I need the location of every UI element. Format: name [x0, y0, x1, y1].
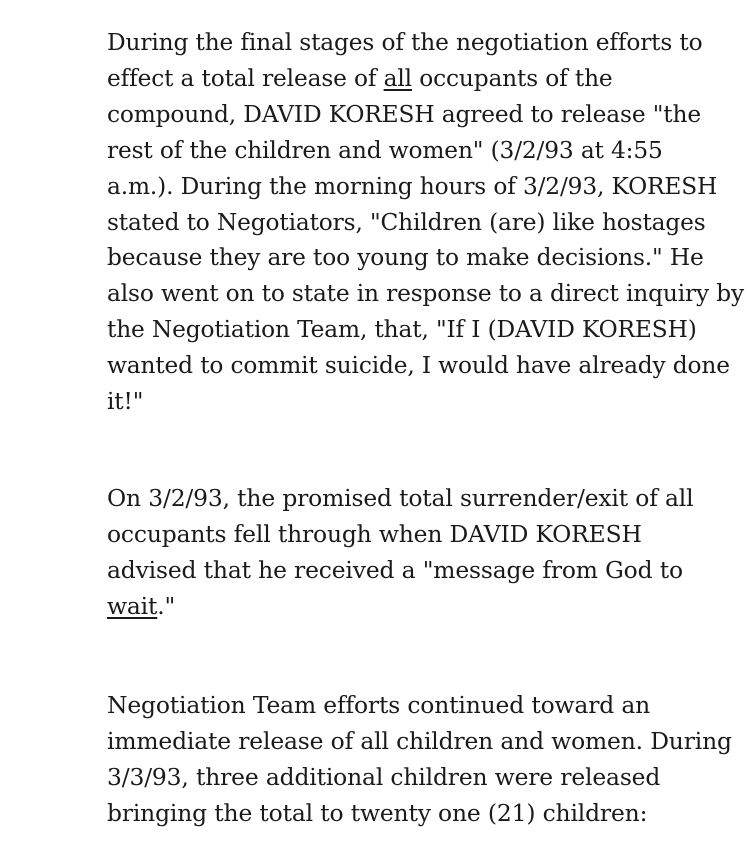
paragraph-children-released: [107, 688, 732, 832]
text-line: also went on to state in response to a direct inquiry by: [107, 279, 745, 308]
text-line: advised that he received a "message from God to: [107, 555, 683, 584]
text-line: 3/3/93, three additional children were released: [107, 762, 661, 791]
text-line: On 3/2/93, the promised total surrender/exit of all: [107, 484, 694, 512]
text-line: immediate release of all children and women. During: [107, 726, 732, 755]
text-line: During the final stages of the negotiation efforts to: [107, 28, 703, 56]
paragraph-surrender-fell-through: [107, 481, 693, 625]
text-line: occupants fell through when DAVID KORESH: [107, 519, 642, 548]
underlined-word-all: all: [383, 63, 412, 92]
text-line: rest of the children and women" (3/2/93 at 4:55: [107, 135, 663, 164]
text-line: effect a total release of all occupants of the: [107, 63, 613, 92]
paragraph-final-stages: [107, 25, 747, 420]
text-line: because they are too young to make decisions." He: [107, 243, 704, 272]
text-line: Negotiation Team efforts continued toward an: [107, 691, 651, 719]
text-line: wait.": [107, 591, 176, 620]
text-line: it!": [107, 387, 144, 416]
text-line: compound, DAVID KORESH agreed to release "the: [107, 99, 701, 128]
underlined-word-wait: wait: [107, 591, 158, 620]
text-line: bringing the total to twenty one (21) children:: [107, 798, 648, 827]
text-line: stated to Negotiators, "Children (are) like hostages: [107, 207, 706, 236]
text-line: wanted to commit suicide, I would have already done: [107, 351, 730, 380]
text-line: a.m.). During the morning hours of 3/2/93, KORESH: [107, 171, 718, 200]
text-line: the Negotiation Team, that, "If I (DAVID KORESH): [107, 315, 697, 344]
